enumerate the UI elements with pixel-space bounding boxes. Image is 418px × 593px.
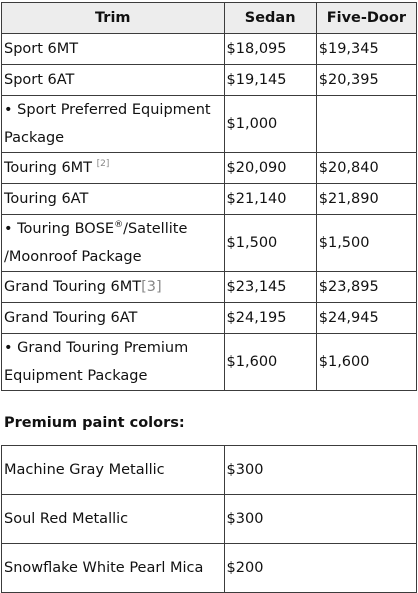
paint-price-cell: $200	[224, 544, 416, 593]
sedan-price-cell: $21,140	[224, 184, 316, 215]
header-sedan: Sedan	[224, 3, 316, 34]
five-door-price-cell	[316, 96, 416, 153]
trim-cell: Sport 6MT	[2, 34, 225, 65]
table-row	[2, 34, 417, 65]
sedan-price-cell: $1,500	[224, 215, 316, 272]
table-row	[2, 544, 417, 593]
five-door-price-cell: $23,895	[316, 272, 416, 303]
sedan-price-cell: $1,000	[224, 96, 316, 153]
table-row	[2, 495, 417, 544]
header-five-door: Five-Door	[316, 3, 416, 34]
table-row	[2, 334, 417, 391]
five-door-price-cell: $20,395	[316, 65, 416, 96]
package-label-start: • Touring BOSE	[4, 221, 115, 237]
five-door-price-cell: $20,840	[316, 153, 416, 184]
trim-cell: Touring 6AT	[2, 184, 225, 215]
package-label-end: /Satellite /Moonroof Package	[4, 221, 188, 265]
trim-cell	[2, 153, 225, 184]
trim-cell: Grand Touring 6AT	[2, 303, 225, 334]
sedan-price-cell: $23,145	[224, 272, 316, 303]
sedan-price-cell: $24,195	[224, 303, 316, 334]
table-row	[2, 215, 417, 272]
footnote-link[interactable]: [3]	[141, 279, 162, 295]
paint-price-cell: $300	[224, 495, 416, 544]
header-trim: Trim	[2, 3, 225, 34]
paint-color-cell: Snowflake White Pearl Mica	[2, 544, 225, 593]
five-door-price-cell: $24,945	[316, 303, 416, 334]
registered-mark: ®	[114, 220, 124, 230]
table-row	[2, 153, 417, 184]
five-door-price-cell: $21,890	[316, 184, 416, 215]
five-door-price-cell: $19,345	[316, 34, 416, 65]
package-cell	[2, 215, 225, 272]
trim-cell: Sport 6AT	[2, 65, 225, 96]
sedan-price-cell: $20,090	[224, 153, 316, 184]
five-door-price-cell: $1,500	[316, 215, 416, 272]
table-row	[2, 272, 417, 303]
trim-pricing-table	[1, 2, 417, 391]
sedan-price-cell: $18,095	[224, 34, 316, 65]
table-row	[2, 184, 417, 215]
trim-label: Touring 6MT	[4, 160, 93, 176]
sedan-price-cell: $19,145	[224, 65, 316, 96]
paint-color-cell: Machine Gray Metallic	[2, 446, 225, 495]
five-door-price-cell: $1,600	[316, 334, 416, 391]
table-row	[2, 96, 417, 153]
table-row	[2, 65, 417, 96]
package-cell: • Sport Preferred Equipment Package	[2, 96, 225, 153]
table-row	[2, 303, 417, 334]
trim-cell	[2, 272, 225, 303]
package-cell: • Grand Touring Premium Equipment Package	[2, 334, 225, 391]
table-row	[2, 446, 417, 495]
table-header-row	[2, 3, 417, 34]
trim-label: Grand Touring 6MT	[4, 279, 142, 295]
paint-color-cell: Soul Red Metallic	[2, 495, 225, 544]
footnote-link[interactable]: [2]	[96, 159, 110, 169]
paint-price-cell: $300	[224, 446, 416, 495]
sedan-price-cell: $1,600	[224, 334, 316, 391]
paint-colors-table	[1, 445, 417, 593]
paint-colors-heading: Premium paint colors:	[4, 415, 185, 431]
